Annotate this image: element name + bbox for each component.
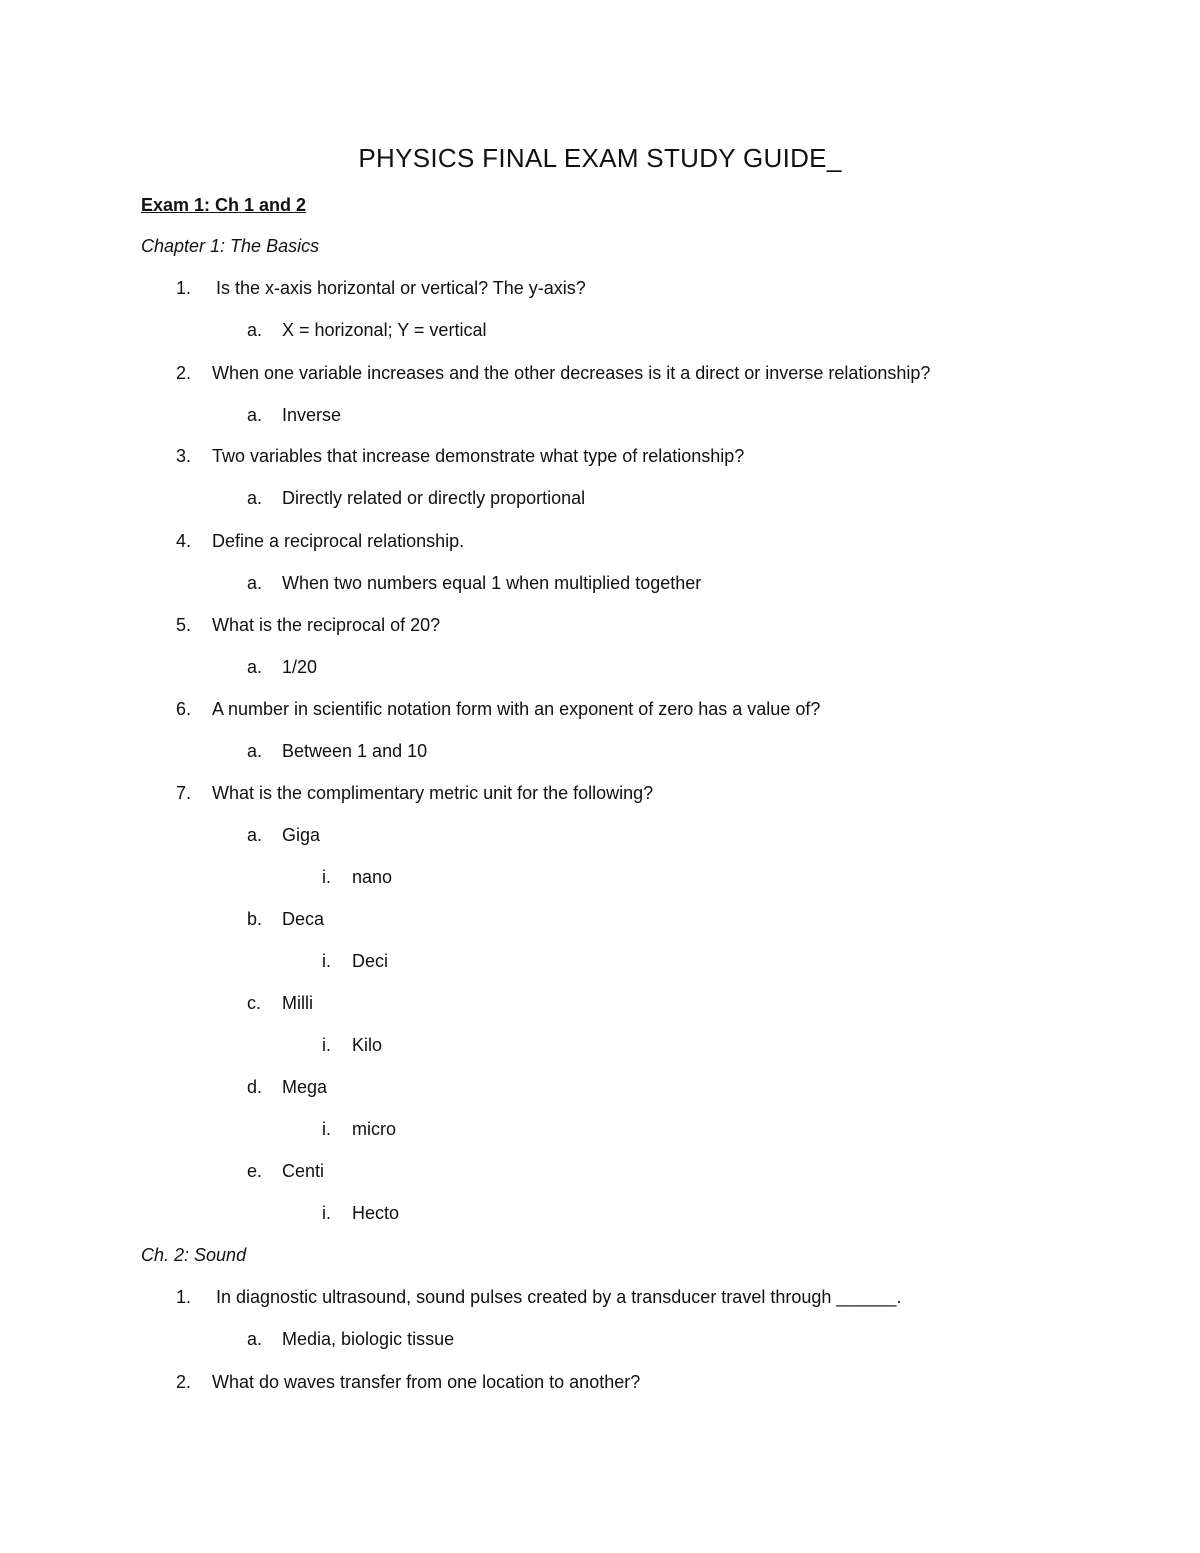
question-number: 1. — [176, 1287, 192, 1307]
sub-sub-item-label: i. — [322, 1035, 331, 1055]
exam-heading: Exam 1: Ch 1 and 2 — [141, 195, 307, 215]
question-text: Is the x-axis horizontal or vertical? The y-axis? — [216, 278, 586, 298]
answer-text: X = horizonal; Y = vertical — [282, 320, 487, 340]
question-number: 2. — [176, 363, 192, 383]
sub-item-text: Centi — [282, 1161, 325, 1181]
question-number: 6. — [176, 699, 192, 719]
chapter-heading: Chapter 1: The Basics — [141, 236, 320, 256]
question-text: A number in scientific notation form with an exponent of zero has a value of? — [212, 699, 821, 719]
question-number: 4. — [176, 531, 192, 551]
chapter-heading: Ch. 2: Sound — [141, 1245, 247, 1265]
sub-item-label: c. — [247, 993, 262, 1013]
sub-item-text: Milli — [282, 993, 313, 1013]
sub-item-label: b. — [247, 909, 263, 929]
sub-sub-item-text: Deci — [352, 951, 389, 971]
question-text: In diagnostic ultrasound, sound pulses created by a transducer travel through ______. — [216, 1287, 902, 1307]
sub-item-label: d. — [247, 1077, 263, 1097]
document-title: PHYSICS FINAL EXAM STUDY GUIDE_ — [358, 143, 842, 173]
question-text: When one variable increases and the other decreases is it a direct or inverse relationship? — [212, 363, 931, 383]
question-text: Define a reciprocal relationship. — [212, 531, 465, 551]
answer-text: Inverse — [282, 405, 342, 425]
answer-text: When two numbers equal 1 when multiplied together — [282, 573, 702, 593]
sub-sub-item-text: nano — [352, 867, 393, 887]
answer-text: Media, biologic tissue — [282, 1329, 455, 1349]
question-number: 2. — [176, 1372, 192, 1392]
question-text: Two variables that increase demonstrate what type of relationship? — [212, 446, 745, 466]
answer-label: a. — [247, 1329, 263, 1349]
sub-sub-item-label: i. — [322, 1203, 331, 1223]
answer-text: Between 1 and 10 — [282, 741, 428, 761]
answer-label: a. — [247, 405, 263, 425]
answer-label: a. — [247, 320, 263, 340]
sub-item-label: e. — [247, 1161, 263, 1181]
sub-sub-item-text: micro — [352, 1119, 396, 1139]
sub-sub-item-text: Kilo — [352, 1035, 383, 1055]
sub-item-text: Deca — [282, 909, 325, 929]
answer-label: a. — [247, 573, 263, 593]
answer-text: Directly related or directly proportional — [282, 488, 586, 508]
sub-sub-item-label: i. — [322, 951, 331, 971]
sub-sub-item-label: i. — [322, 867, 331, 887]
answer-text: 1/20 — [282, 657, 318, 677]
question-text: What is the reciprocal of 20? — [212, 615, 441, 635]
question-number: 5. — [176, 615, 192, 635]
question-number: 7. — [176, 783, 192, 803]
sub-sub-item-text: Hecto — [352, 1203, 400, 1223]
sub-item-text: Giga — [282, 825, 321, 845]
sub-sub-item-label: i. — [322, 1119, 331, 1139]
answer-label: a. — [247, 488, 263, 508]
question-number: 3. — [176, 446, 192, 466]
question-text: What do waves transfer from one location to another? — [212, 1372, 641, 1392]
question-number: 1. — [176, 278, 192, 298]
answer-label: a. — [247, 657, 263, 677]
sub-item-label: a. — [247, 825, 263, 845]
answer-label: a. — [247, 741, 263, 761]
sub-item-text: Mega — [282, 1077, 328, 1097]
question-text: What is the complimentary metric unit for the following? — [212, 783, 654, 803]
